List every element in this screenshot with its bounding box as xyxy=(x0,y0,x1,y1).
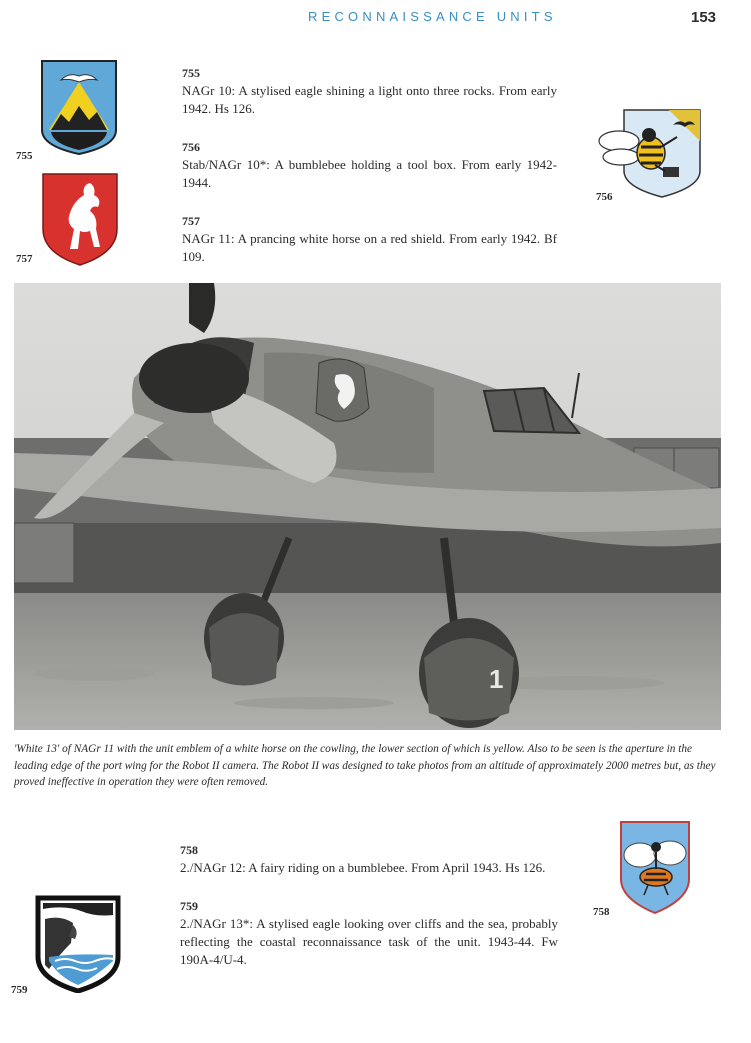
entry-text: 2./NAGr 13*: A stylised eagle looking over cliffs and the sea, probably reflecting the coastal reconnaissance task of the unit. 1943-44. Fw 190A-4/U-4. xyxy=(180,916,558,967)
figure-label-759: 759 xyxy=(11,984,28,996)
figure-label-757: 757 xyxy=(16,253,33,265)
entry-number: 758 xyxy=(180,843,198,857)
entry-text: NAGr 10: A stylised eagle shining a light onto three rocks. From early 1942. Hs 126. xyxy=(182,83,557,116)
emblem-755-image xyxy=(39,58,119,156)
emblem-756-image xyxy=(597,107,703,199)
figure-label-758: 758 xyxy=(593,906,610,918)
fuselage-number-text: 1 xyxy=(489,664,504,694)
entry-756 xyxy=(182,138,557,192)
entry-number: 755 xyxy=(182,66,200,80)
entry-text: 2./NAGr 12: A fairy riding on a bumblebee. From April 1943. Hs 126. xyxy=(180,860,546,875)
section-header-title: RECONNAISSANCE UNITS xyxy=(308,9,557,24)
figure-label-755: 755 xyxy=(16,150,33,162)
entry-755 xyxy=(182,64,557,118)
entry-number: 756 xyxy=(182,140,200,154)
emblem-758-image xyxy=(618,819,692,915)
entry-758 xyxy=(180,841,558,877)
page-number: 153 xyxy=(691,9,717,26)
entry-number: 759 xyxy=(180,899,198,913)
entry-757 xyxy=(182,212,557,266)
aircraft-photo xyxy=(14,283,721,730)
figure-label-756: 756 xyxy=(596,191,613,203)
photo-caption: 'White 13' of NAGr 11 with the unit emblem of a white horse on the cowling, the lower section of which is yellow. Also to be seen is the aperture in the leading edge of the port wing for the Robot II camera. The Robot II was designed to take photos from an altitude of approximately 2000 metres but, as they proved ineffective in operation they were often removed. xyxy=(14,743,716,788)
entry-text: Stab/NAGr 10*: A bumblebee holding a tool box. From early 1942-1944. xyxy=(182,157,557,190)
emblem-757-image xyxy=(40,171,120,267)
entry-759 xyxy=(180,897,558,969)
entry-text: NAGr 11: A prancing white horse on a red shield. From early 1942. Bf 109. xyxy=(182,231,557,264)
entry-number: 757 xyxy=(182,214,200,228)
emblem-759-image xyxy=(35,895,121,993)
